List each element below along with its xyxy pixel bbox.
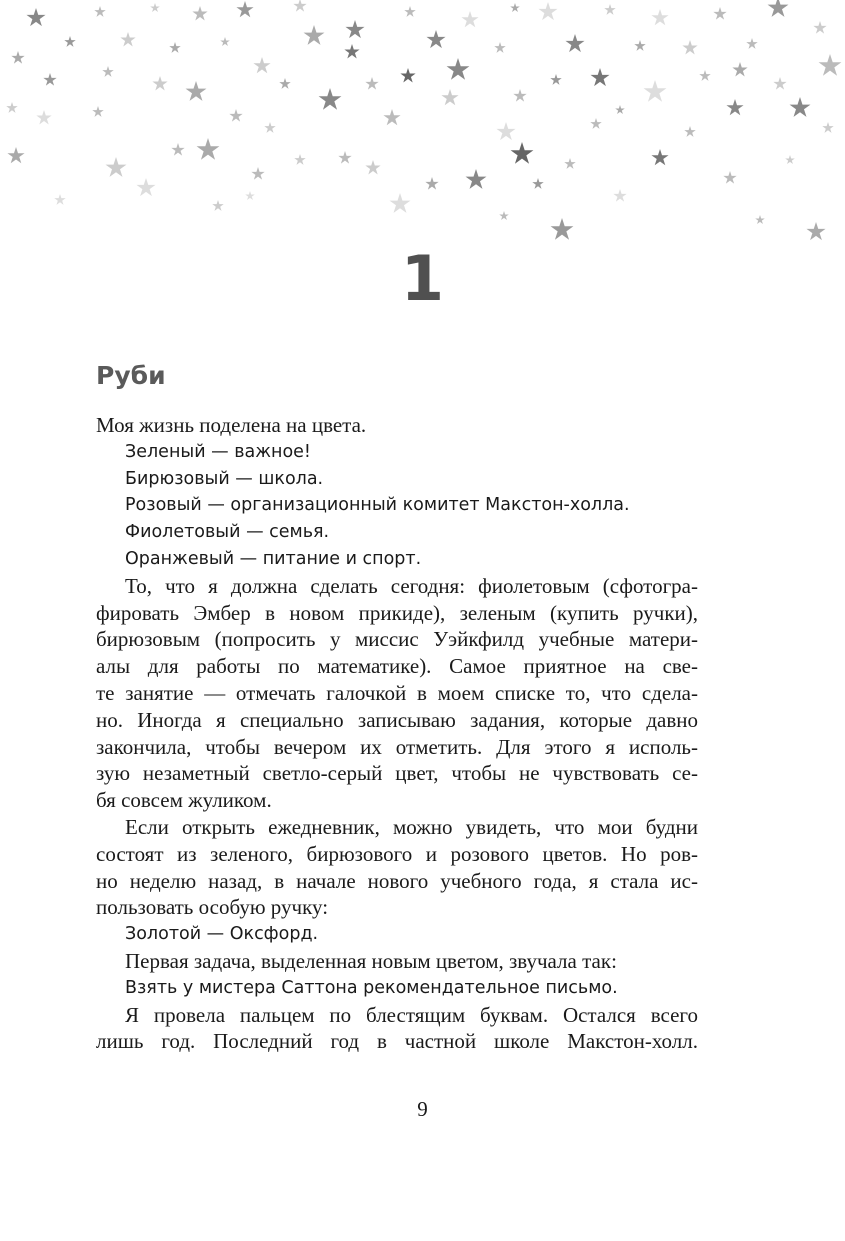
chapter-title: Руби — [96, 361, 166, 390]
text-line: Первая задача, выделенная новым цветом, звучала так: — [125, 948, 617, 973]
text-line: фировать Эмбер в новом прикиде), зеленым (купить ручки), — [96, 600, 698, 625]
text-line: бирюзовым (попросить у миссис Уэйкфилд учебные матери- — [96, 627, 698, 652]
text-line: Оранжевый — питание и спорт. — [125, 548, 422, 569]
text-line: но. Иногда я специально записываю задания, которые давно — [96, 707, 698, 732]
chapter-number: 1 — [400, 242, 445, 315]
text-line: Если открыть ежедневник, можно увидеть, что мои будни — [125, 814, 698, 839]
text-line: лишь год. Последний год в частной школе Макстон-холл. — [96, 1029, 698, 1054]
star-pattern-header — [0, 0, 845, 250]
text-line: Золотой — Оксфорд. — [125, 924, 319, 945]
text-line: но неделю назад, в начале нового учебного года, я стала ис- — [96, 868, 698, 893]
text-line: Фиолетовый — семья. — [125, 522, 330, 543]
text-line: состоят из зеленого, бирюзового и розового цветов. Но ров- — [96, 841, 698, 866]
text-line: бя совсем жуликом. — [96, 788, 272, 813]
body-text — [96, 412, 698, 1055]
text-line: закончила, чтобы вечером их отметить. Для этого я исполь- — [96, 734, 698, 759]
text-line: Розовый — организационный комитет Макстон-холла. — [125, 495, 630, 516]
text-line: те занятие — отмечать галочкой в моем списке то, что сдела- — [96, 680, 698, 705]
text-line: Моя жизнь поделена на цвета. — [96, 413, 367, 437]
text-line: алы для работы по математике). Самое приятное на све- — [96, 654, 698, 679]
star-icons — [6, 0, 841, 240]
text-line: зую незаметный светло-серый цвет, чтобы не чувствовать се- — [96, 761, 698, 786]
text-line: пользовать особую ручку: — [96, 895, 329, 920]
page-number: 9 — [417, 1097, 428, 1121]
text-line: Зеленый — важное! — [125, 441, 311, 462]
text-line: То, что я должна сделать сегодня: фиолетовым (сфотогра- — [125, 573, 698, 598]
text-line: Взять у мистера Саттона рекомендательное письмо. — [125, 977, 618, 998]
text-line: Я провела пальцем по блестящим буквам. Остался всего — [125, 1002, 698, 1027]
text-line: Бирюзовый — школа. — [125, 468, 324, 489]
